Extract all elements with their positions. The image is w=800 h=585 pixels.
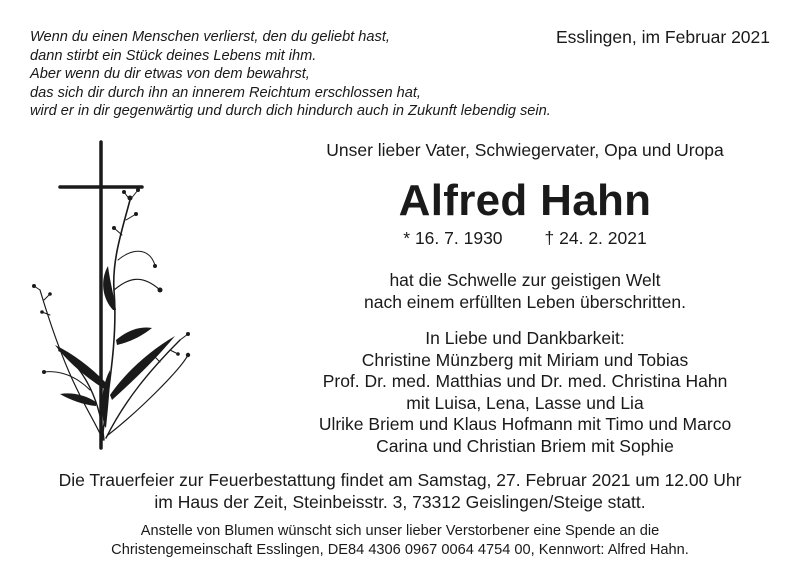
- mourner-line: Christine Münzberg mit Miriam und Tobias: [361, 349, 689, 370]
- mourner-line: Prof. Dr. med. Matthias und Dr. med. Christina Hahn: [322, 371, 728, 391]
- mourners-heading: In Liebe und Dankbarkeit:: [425, 328, 625, 348]
- intro-line: Unser lieber Vater, Schwiegervater, Opa und Uropa: [326, 140, 724, 160]
- life-dates: [240, 228, 800, 249]
- deceased-name: Alfred Hahn: [398, 176, 652, 225]
- birth-date: * 16. 7. 1930: [403, 228, 503, 248]
- donation-line: Anstelle von Blumen wünscht sich unser lieber Verstorbener eine Spende an die: [140, 523, 660, 539]
- donation-line: Christengemeinschaft Esslingen, DE84 4306 0967 0064 4754 00, Kennwort: Alfred Hahn.: [111, 542, 689, 558]
- donation-info: [0, 522, 800, 560]
- mourner-line: Carina und Christian Briem mit Sophie: [376, 435, 674, 456]
- poem-line: dann stirbt ein Stück deines Lebens mit ihm.: [30, 47, 317, 64]
- mourner-line: mit Luisa, Lena, Lasse und Lia: [406, 392, 644, 413]
- ceremony-info: [0, 470, 800, 513]
- poem-line: das sich dir durch ihn an innerem Reichtum erschlossen hat,: [30, 84, 421, 101]
- poem-line: Wenn du einen Menschen verlierst, den du geliebt hast,: [30, 29, 390, 45]
- poem-line: wird er in dir gegenwärtig und durch dich hindurch auch in Zukunft lebendig sein.: [30, 103, 551, 120]
- threshold-line: nach einem erfüllten Leben überschritten.: [363, 291, 686, 312]
- ceremony-line: im Haus der Zeit, Steinbeisstr. 3, 73312 Geislingen/Steige statt.: [154, 491, 646, 512]
- cross-with-flowers-icon: [30, 140, 230, 450]
- poem-line: Aber wenn du dir etwas von dem bewahrst,: [30, 66, 310, 83]
- threshold-text: [240, 270, 800, 313]
- place-date: Esslingen, im Februar 2021: [556, 27, 770, 47]
- threshold-line: hat die Schwelle zur geistigen Welt: [389, 270, 661, 290]
- poem: [30, 28, 551, 121]
- ceremony-line: Die Trauerfeier zur Feuerbestattung findet am Samstag, 27. Februar 2021 um 12.00 Uhr: [58, 470, 742, 490]
- death-date: † 24. 2. 2021: [544, 228, 647, 248]
- mourners-list: [240, 328, 800, 457]
- mourner-line: Ulrike Briem und Klaus Hofmann mit Timo und Marco: [318, 414, 732, 434]
